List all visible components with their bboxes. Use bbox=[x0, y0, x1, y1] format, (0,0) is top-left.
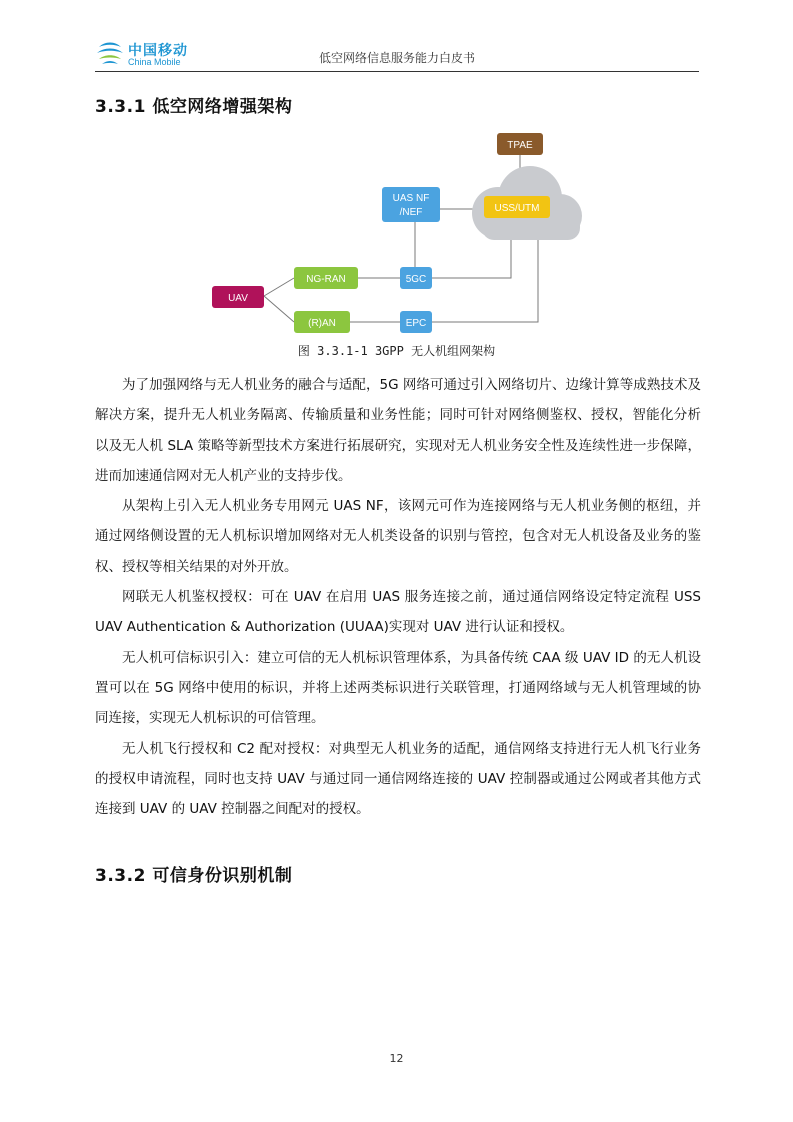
uav-label: UAV bbox=[228, 293, 248, 304]
tpae-label: TPAE bbox=[507, 140, 533, 151]
tpae-node bbox=[497, 133, 543, 155]
uas-nf-node bbox=[382, 187, 440, 222]
5gc-label: 5GC bbox=[405, 274, 427, 285]
architecture-diagram bbox=[200, 128, 600, 340]
uav-to-ngran-line bbox=[264, 278, 294, 296]
uas-nf-label-line2: /NEF bbox=[399, 207, 423, 218]
epc-label: EPC bbox=[405, 318, 427, 329]
uav-node bbox=[212, 286, 264, 308]
paragraph: 从架构上引入无人机业务专用网元 UAS NF，该网元可作为连接网络与无人机业务侧的枢纽，并通过网络侧设置的无人机标识增加网络对无人机类设备的识别与管控，包含对无人机设备及业务的鉴权、授权等相关结果的对外开放。 bbox=[95, 498, 701, 575]
paragraph: 网联无人机鉴权授权：可在 UAV 在启用 UAS 服务连接之前，通过通信网络设定特定流程 USS UAV Authentication & Authorization (UUAA)实现对 UAV 进行认证和授权。 bbox=[95, 589, 701, 636]
paragraph: 无人机可信标识引入：建立可信的无人机标识管理体系，为具备传统 CAA 级 UAV ID 的无人机设置可以在 5G 网络中使用的标识，并将上述两类标识进行关联管理，打通网络域与无人机管理域的协同连接，实现无人机标识的可信管理。 bbox=[95, 649, 701, 727]
uss-utm-node bbox=[484, 196, 550, 218]
uas-nf-label-line1: UAS NF bbox=[392, 193, 430, 204]
epc-to-cloud-line bbox=[432, 238, 538, 322]
section-heading-3-3-1: 3.3.1 低空网络增强架构 bbox=[95, 97, 293, 117]
page-header bbox=[95, 34, 699, 72]
figure-caption: 图 3.3.1-1 3GPP 无人机组网架构 bbox=[297, 344, 496, 358]
paragraph: 无人机飞行授权和 C2 配对授权：对典型无人机业务的适配，通信网络支持进行无人机飞行业务的授权申请流程，同时也支持 UAV 与通过同一通信网络连接的 UAV 控制器或通过公网或者其他方式连接到 UAV 的 UAV 控制器之间配对的授权。 bbox=[95, 740, 701, 818]
logo-english-text: China Mobile bbox=[128, 57, 181, 67]
document-title: 低空网络信息服务能力白皮书 bbox=[318, 51, 475, 65]
paragraph: 为了加强网络与无人机业务的融合与适配，5G 网络可通过引入网络切片、边缘计算等成熟技术及解决方案，提升无人机业务隔离、传输质量和业务性能；同时可针对网络侧鉴权、授权，智能化分析以及无人机 SLA 策略等新型技术方案进行拓展研究，实现对无人机业务安全性及连续性进一步保障，进而加速通信网对无人机产业的支持步伐。 bbox=[95, 377, 701, 484]
ng-ran-label: NG-RAN bbox=[306, 274, 346, 285]
ng-ran-node bbox=[294, 267, 358, 289]
uav-to-ran-line bbox=[264, 296, 294, 322]
5gc-to-cloud-line bbox=[432, 238, 511, 278]
epc-node bbox=[400, 311, 432, 333]
body-text bbox=[95, 370, 701, 824]
uss-utm-label: USS/UTM bbox=[494, 203, 540, 214]
ran-node bbox=[294, 311, 350, 333]
section-heading-3-3-2: 3.3.2 可信身份识别机制 bbox=[95, 866, 293, 886]
logo-chinese-text: 中国移动 bbox=[128, 43, 188, 59]
5gc-node bbox=[400, 267, 432, 289]
page-number: 12 bbox=[389, 1052, 404, 1065]
ran-label: (R)AN bbox=[308, 318, 336, 329]
architecture-diagram-svg bbox=[200, 128, 600, 340]
